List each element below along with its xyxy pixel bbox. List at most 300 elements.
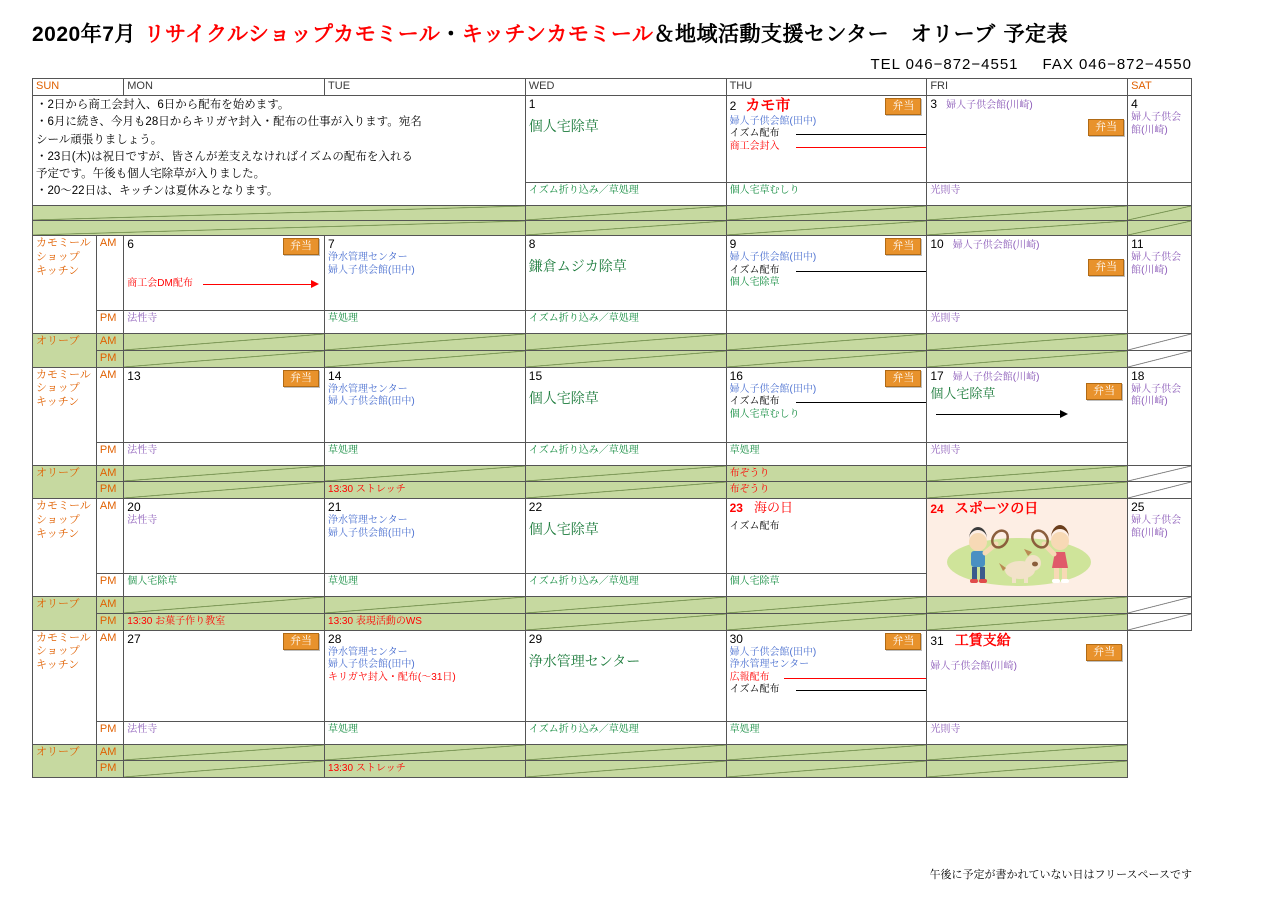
row-label-olive-am: AM xyxy=(96,744,123,761)
olive-blank xyxy=(927,597,1128,614)
week4-olive-am-row xyxy=(33,597,1192,614)
bento-badge: 弁当 xyxy=(885,370,921,387)
olive-event-20-pm: 13:30 お菓子作り教室 xyxy=(127,615,226,627)
week2-am-row xyxy=(33,236,1192,311)
day-cell-28-pm[interactable] xyxy=(325,721,526,744)
olive-blank xyxy=(927,482,1128,499)
day-cell-10-pm[interactable] xyxy=(927,311,1128,334)
label-line-2: ショップ xyxy=(36,645,80,658)
day-cell-7-pm[interactable] xyxy=(325,311,526,334)
event-4-line1: 婦人子供会館(川崎) xyxy=(1131,112,1182,136)
week2-olive-pm-row xyxy=(33,350,1192,367)
day-number-28: 28 xyxy=(328,631,342,646)
event-30-line1: 婦人子供会館(田中) xyxy=(729,646,817,658)
day-cell-3-pm[interactable] xyxy=(927,183,1128,206)
olive-blank xyxy=(525,465,726,482)
olive-blank xyxy=(726,613,927,630)
day-cell-9-pm[interactable] xyxy=(726,311,927,334)
event-7-line2: 婦人子供会館(田中) xyxy=(328,264,415,276)
olive-event-14-pm: 13:30 ストレッチ xyxy=(328,484,406,496)
event-16-pm: 草処理 xyxy=(729,444,760,456)
day-cell-10[interactable] xyxy=(927,236,1128,311)
event-9-line1: 婦人子供会館(田中) xyxy=(729,252,817,263)
olive-blank xyxy=(726,206,927,221)
row-label-kamomile xyxy=(33,499,97,597)
day-number-15: 15 xyxy=(528,368,543,383)
olive-blank xyxy=(1128,482,1192,499)
olive-cell-16-pm[interactable] xyxy=(726,482,927,499)
day-cell-8[interactable] xyxy=(525,236,726,311)
day-number-27: 27 xyxy=(127,631,141,646)
arrow-izumu xyxy=(796,684,927,696)
event-21-line1: 浄水管理センター xyxy=(328,515,408,526)
event-31-title: 工賃支給 xyxy=(954,631,1011,648)
note-line-6: ・20〜22日は、キッチンは夏休みとなります。 xyxy=(36,185,279,198)
label-line-3: キッチン xyxy=(36,659,80,671)
olive-blank xyxy=(927,334,1128,351)
week4-am-row xyxy=(33,499,1192,574)
label-line-3: キッチン xyxy=(36,264,80,277)
olive-cell-16-am[interactable] xyxy=(726,465,927,482)
event-20-pm: 個人宅除草 xyxy=(127,576,178,587)
holiday-24: スポーツの日 xyxy=(954,500,1039,516)
event-29-pm: イズム折り込み／草処理 xyxy=(528,723,639,735)
olive-blank xyxy=(726,350,927,367)
day-cell-18[interactable] xyxy=(1128,367,1192,465)
olive-blank xyxy=(525,221,726,236)
bento-badge: 弁当 xyxy=(1088,119,1124,136)
olive-blank xyxy=(525,350,726,367)
week3-pm-row xyxy=(33,442,1192,465)
week5-olive-pm-row xyxy=(33,761,1192,778)
week1-olive-row-2 xyxy=(33,221,1192,236)
week2-pm-row xyxy=(33,311,1192,334)
event-28-line2: 婦人子供会館(田中) xyxy=(328,659,415,670)
event-18-line1: 婦人子供会館(川崎) xyxy=(1131,383,1182,407)
row-label-olive-pm: PM xyxy=(96,482,123,499)
olive-blank xyxy=(525,597,726,614)
olive-blank xyxy=(726,221,927,236)
label-line-1: カモミール xyxy=(36,500,91,512)
row-label-am: AM xyxy=(96,630,123,721)
olive-blank xyxy=(927,350,1128,367)
day-cell-20-pm[interactable] xyxy=(124,574,325,597)
event-6-pm: 法性寺 xyxy=(127,313,158,324)
row-label-am: AM xyxy=(96,367,123,442)
day-cell-21-pm[interactable] xyxy=(325,574,526,597)
olive-blank xyxy=(124,761,325,778)
olive-blank xyxy=(1128,744,1192,761)
day-cell-2-pm[interactable] xyxy=(726,183,927,206)
row-label-olive-pm: PM xyxy=(96,761,123,778)
week3-olive-pm-row xyxy=(33,482,1192,499)
day-cell-empty xyxy=(1128,630,1192,744)
event-1-am: 個人宅除草 xyxy=(528,118,599,134)
day-cell-30[interactable] xyxy=(726,630,927,721)
day-cell-23[interactable] xyxy=(726,499,927,574)
day-cell-17[interactable] xyxy=(927,367,1128,442)
label-line-3: キッチン xyxy=(36,527,80,540)
day-cell-27-pm[interactable] xyxy=(124,721,325,744)
label-line-2: ショップ xyxy=(36,250,80,263)
day-number-8: 8 xyxy=(528,237,536,251)
sports-day-illustration xyxy=(930,518,1124,592)
event-30-line4: イズム配布 xyxy=(729,684,780,695)
event-30-line3: 広報配布 xyxy=(729,671,770,683)
event-25-line1: 婦人子供会館(川崎) xyxy=(1131,515,1182,539)
day-cell-16-pm[interactable] xyxy=(726,442,927,465)
day-cell-14[interactable] xyxy=(325,367,526,442)
olive-blank xyxy=(927,465,1128,482)
event-23-pm: 個人宅除草 xyxy=(729,576,780,587)
contact-info xyxy=(870,56,1192,73)
row-label-pm: PM xyxy=(96,574,123,597)
bento-badge: 弁当 xyxy=(885,238,921,255)
event-17-am: 個人宅除草 xyxy=(930,386,996,402)
day-cell-13[interactable] xyxy=(124,367,325,442)
event-16-line1: 婦人子供会館(田中) xyxy=(729,383,817,395)
footnote: 午後に予定が書かれていない日はフリースペースです xyxy=(929,869,1192,881)
label-line-1: カモミール xyxy=(36,631,91,644)
event-3-line1: 婦人子供会館(川崎) xyxy=(946,100,1033,111)
day-cell-6[interactable] xyxy=(124,236,325,311)
bento-badge: 弁当 xyxy=(1086,383,1122,400)
olive-event-16-pm: 布ぞうり xyxy=(729,484,770,496)
event-20-am: 法性寺 xyxy=(127,515,158,526)
day-number-29: 29 xyxy=(528,631,543,646)
event-23-am: イズム配布 xyxy=(729,520,780,532)
day-number-23: 23 xyxy=(729,501,743,515)
label-line-3: キッチン xyxy=(36,396,80,408)
weekday-sun: SUN xyxy=(33,79,124,96)
olive-blank xyxy=(927,761,1128,778)
label-line-2: ショップ xyxy=(36,513,80,526)
olive-cell-20-pm[interactable] xyxy=(124,613,325,630)
day-number-13: 13 xyxy=(127,368,141,383)
olive-blank xyxy=(124,482,325,499)
event-14-pm: 草処理 xyxy=(328,444,359,456)
row-label-pm: PM xyxy=(96,442,123,465)
arrow-dm xyxy=(203,278,319,290)
olive-blank xyxy=(726,761,927,778)
olive-blank xyxy=(325,465,526,482)
day-cell-28[interactable] xyxy=(325,630,526,721)
row-label-pm: PM xyxy=(96,311,123,334)
olive-blank xyxy=(1128,206,1192,221)
row-label-olive-am: AM xyxy=(96,465,123,482)
olive-blank xyxy=(1128,465,1192,482)
event-9-line3: 個人宅除草 xyxy=(729,277,780,288)
olive-cell-21-pm[interactable] xyxy=(325,613,526,630)
row-label-olive-pm: PM xyxy=(96,613,123,630)
day-number-22: 22 xyxy=(528,500,543,514)
day-number-18: 18 xyxy=(1131,368,1145,383)
day-number-21: 21 xyxy=(328,500,342,514)
arrow-izumu xyxy=(796,265,927,277)
day-cell-8-pm[interactable] xyxy=(525,311,726,334)
label-line-2: ショップ xyxy=(36,382,80,395)
bento-badge: 弁当 xyxy=(885,633,921,650)
bento-badge: 弁当 xyxy=(283,238,319,255)
olive-blank xyxy=(726,334,927,351)
calendar-table xyxy=(32,78,1192,778)
day-number-2: 2 xyxy=(729,99,737,113)
event-16-line3: 個人宅草むしり xyxy=(729,408,800,420)
day-number-10: 10 xyxy=(930,237,944,251)
event-10-line1: 婦人子供会館(川崎) xyxy=(952,240,1040,251)
event-27-pm: 法性寺 xyxy=(127,723,158,735)
day-cell-11[interactable] xyxy=(1128,236,1192,334)
week1-am-row xyxy=(33,96,1192,183)
title-month: 2020年7月 xyxy=(32,23,136,46)
olive-blank xyxy=(325,334,526,351)
olive-blank xyxy=(325,350,526,367)
week5-olive-am-row xyxy=(33,744,1192,761)
monthly-notes xyxy=(33,96,526,206)
row-label-olive-am: AM xyxy=(96,334,123,351)
week5-am-row xyxy=(33,630,1192,721)
event-21-pm: 草処理 xyxy=(328,576,359,587)
note-line-4: ・23日(木)は祝日ですが、皆さんが差支えなければイズムの配布を入れる xyxy=(36,150,413,163)
day-number-24: 24 xyxy=(930,502,944,516)
olive-blank xyxy=(1128,350,1192,367)
event-17-line1: 婦人子供会館(川崎) xyxy=(952,371,1040,383)
row-label-am: AM xyxy=(96,236,123,311)
day-number-9: 9 xyxy=(729,237,737,251)
event-6-am: 商工会DM配布 xyxy=(127,278,193,289)
olive-blank xyxy=(1128,761,1192,778)
olive-event-21-pm: 13:30 表現活動のWS xyxy=(328,615,422,627)
olive-blank xyxy=(927,613,1128,630)
title-center: ＆地域活動支援センター オリーブ xyxy=(653,23,996,46)
day-number-20: 20 xyxy=(127,500,141,514)
event-17-pm: 光則寺 xyxy=(930,444,961,456)
arrow-kouhou xyxy=(784,672,927,684)
event-15-pm: イズム折り込み／草処理 xyxy=(528,444,639,456)
olive-blank xyxy=(1128,221,1192,236)
day-cell-4-pm[interactable] xyxy=(1128,183,1192,206)
event-30-pm: 草処理 xyxy=(729,723,760,735)
day-cell-24[interactable] xyxy=(927,499,1128,597)
note-line-2: ・6月に続き、今月も28日からキリガヤ封入・配布の仕事が入ります。宛名 xyxy=(36,116,422,129)
olive-blank xyxy=(525,761,726,778)
note-line-5: 予定です。午後も個人宅除草が入りました。 xyxy=(36,168,266,180)
day-cell-3[interactable] xyxy=(927,96,1128,183)
day-number-30: 30 xyxy=(729,631,743,646)
event-11-line1: 婦人子供会館(川崎) xyxy=(1131,252,1182,276)
bento-badge: 弁当 xyxy=(283,370,319,387)
day-cell-4[interactable] xyxy=(1128,96,1192,183)
day-cell-22-pm[interactable] xyxy=(525,574,726,597)
title-kitchen: キッチンカモミール xyxy=(461,23,654,46)
label-line-1: カモミール xyxy=(36,368,91,381)
weekday-mon: MON xyxy=(124,79,325,96)
olive-cell-28-pm[interactable] xyxy=(325,761,526,778)
olive-blank xyxy=(33,206,526,221)
day-cell-31-pm[interactable] xyxy=(927,721,1128,744)
weekday-wed: WED xyxy=(525,79,726,96)
week4-olive-pm-row xyxy=(33,613,1192,630)
day-cell-2[interactable] xyxy=(726,96,927,183)
day-cell-14-pm[interactable] xyxy=(325,442,526,465)
day-cell-15[interactable] xyxy=(525,367,726,442)
day-cell-29-pm[interactable] xyxy=(525,721,726,744)
olive-blank xyxy=(1128,597,1192,614)
row-label-olive: オリーブ xyxy=(33,597,97,631)
olive-blank xyxy=(525,334,726,351)
weekday-sat: SAT xyxy=(1128,79,1192,96)
bento-badge: 弁当 xyxy=(1086,644,1122,661)
day-cell-25[interactable] xyxy=(1128,499,1192,597)
day-number-16: 16 xyxy=(729,368,743,383)
day-cell-23-pm[interactable] xyxy=(726,574,927,597)
event-2-title: カモ市 xyxy=(745,97,791,114)
day-number-17: 17 xyxy=(930,368,944,383)
event-28-line1: 浄水管理センター xyxy=(328,646,408,658)
olive-blank xyxy=(726,744,927,761)
day-cell-21[interactable] xyxy=(325,499,526,574)
event-14-line1: 浄水管理センター xyxy=(328,383,408,395)
weekday-header-row xyxy=(33,79,1192,96)
olive-blank xyxy=(1128,613,1192,630)
note-line-3: シール頑張りましょう。 xyxy=(36,133,163,146)
olive-blank xyxy=(525,744,726,761)
holiday-23: 海の日 xyxy=(753,500,793,515)
event-3-pm: 光則寺 xyxy=(930,185,961,196)
day-cell-29[interactable] xyxy=(525,630,726,721)
olive-blank xyxy=(124,465,325,482)
arrow-izumu xyxy=(796,396,927,408)
olive-blank xyxy=(525,482,726,499)
row-label-kamomile xyxy=(33,236,97,334)
day-cell-22[interactable] xyxy=(525,499,726,574)
day-number-31: 31 xyxy=(930,633,944,648)
olive-blank xyxy=(325,597,526,614)
row-label-olive: オリーブ xyxy=(33,334,97,368)
day-cell-13-pm[interactable] xyxy=(124,442,325,465)
day-number-25: 25 xyxy=(1131,500,1145,514)
title-schedule: 予定表 xyxy=(1003,23,1069,46)
week1-olive-row-1 xyxy=(33,206,1192,221)
weekday-tue: TUE xyxy=(325,79,526,96)
event-7-line1: 浄水管理センター xyxy=(328,252,408,263)
day-cell-30-pm[interactable] xyxy=(726,721,927,744)
bento-badge: 弁当 xyxy=(885,98,921,115)
label-line-1: カモミール xyxy=(36,237,91,249)
event-28-line3: キリガヤ封入・配布(〜31日) xyxy=(328,671,456,683)
day-number-4: 4 xyxy=(1131,97,1138,111)
weekday-fri: FRI xyxy=(927,79,1128,96)
olive-blank xyxy=(1128,334,1192,351)
row-label-olive: オリーブ xyxy=(33,465,97,499)
olive-event-16-am: 布ぞうり xyxy=(729,467,770,479)
event-2-pm: 個人宅草むしり xyxy=(729,185,800,196)
event-9-line2: イズム配布 xyxy=(729,264,780,276)
olive-blank xyxy=(726,597,927,614)
day-number-6: 6 xyxy=(127,237,134,251)
bento-badge: 弁当 xyxy=(1088,259,1124,276)
fax-text: FAX 046−872−4550 xyxy=(1042,56,1192,73)
olive-blank xyxy=(525,613,726,630)
title-separator: ・ xyxy=(440,23,462,46)
olive-blank xyxy=(525,206,726,221)
day-cell-15-pm[interactable] xyxy=(525,442,726,465)
row-label-olive-pm: PM xyxy=(96,350,123,367)
day-number-14: 14 xyxy=(328,368,342,383)
row-label-olive-am: AM xyxy=(96,597,123,614)
title-shop: リサイクルショップカモミール xyxy=(143,23,441,46)
row-label-am: AM xyxy=(96,499,123,574)
row-label-kamomile xyxy=(33,630,97,744)
event-22-pm: イズム折り込み／草処理 xyxy=(528,576,639,587)
row-label-olive: オリーブ xyxy=(33,744,97,778)
day-cell-7[interactable] xyxy=(325,236,526,311)
event-14-line2: 婦人子供会館(田中) xyxy=(328,396,415,407)
day-number-1: 1 xyxy=(528,97,536,111)
page-title xyxy=(32,18,1068,48)
event-15-am: 個人宅除草 xyxy=(528,389,599,406)
week2-olive-am-row xyxy=(33,334,1192,351)
event-28-pm: 草処理 xyxy=(328,723,359,735)
event-31-line1: 婦人子供会館(川崎) xyxy=(930,661,1017,673)
event-8-pm: イズム折り込み／草処理 xyxy=(528,313,639,324)
olive-blank xyxy=(124,350,325,367)
day-cell-1[interactable] xyxy=(525,96,726,183)
event-29-am: 浄水管理センター xyxy=(528,652,641,669)
note-line-1: ・2日から商工会封入、6日から配布を始めます。 xyxy=(36,99,290,111)
week3-am-row xyxy=(33,367,1192,442)
arrow-shokokai xyxy=(796,141,927,153)
day-number-11: 11 xyxy=(1131,237,1144,251)
event-2-line3: 商工会封入 xyxy=(729,140,780,152)
olive-blank xyxy=(927,744,1128,761)
olive-blank xyxy=(124,744,325,761)
day-cell-6-pm[interactable] xyxy=(124,311,325,334)
olive-event-28-pm: 13:30 ストレッチ xyxy=(328,763,406,775)
olive-blank xyxy=(325,744,526,761)
event-30-line2: 浄水管理センター xyxy=(729,659,810,670)
olive-cell-14-pm[interactable] xyxy=(325,482,526,499)
event-2-line1: 婦人子供会館(田中) xyxy=(729,115,817,127)
event-13-pm: 法性寺 xyxy=(127,444,158,456)
event-7-pm: 草処理 xyxy=(328,313,359,324)
arrow-kojin xyxy=(936,408,1068,420)
day-cell-20[interactable] xyxy=(124,499,325,574)
event-8-am: 鎌倉ムジカ除草 xyxy=(528,258,627,274)
day-cell-31[interactable] xyxy=(927,630,1128,721)
day-cell-16[interactable] xyxy=(726,367,927,442)
tel-text: TEL 046−872−4551 xyxy=(870,56,1019,73)
bento-badge: 弁当 xyxy=(283,633,319,650)
day-cell-27[interactable] xyxy=(124,630,325,721)
olive-blank xyxy=(927,221,1128,236)
event-2-line2: イズム配布 xyxy=(729,128,780,140)
day-number-7: 7 xyxy=(328,237,335,251)
olive-blank xyxy=(124,597,325,614)
event-1-pm: イズム折り込み／草処理 xyxy=(528,185,639,196)
week3-olive-am-row xyxy=(33,465,1192,482)
row-label-pm: PM xyxy=(96,721,123,744)
day-cell-17-pm[interactable] xyxy=(927,442,1128,465)
day-cell-9[interactable] xyxy=(726,236,927,311)
event-31-pm: 光則寺 xyxy=(930,723,961,735)
arrow-izumu xyxy=(796,128,927,140)
day-cell-1-pm[interactable] xyxy=(525,183,726,206)
event-22-am: 個人宅除草 xyxy=(528,521,599,537)
weekday-thu: THU xyxy=(726,79,927,96)
week5-pm-row xyxy=(33,721,1192,744)
event-21-line2: 婦人子供会館(田中) xyxy=(328,527,415,539)
